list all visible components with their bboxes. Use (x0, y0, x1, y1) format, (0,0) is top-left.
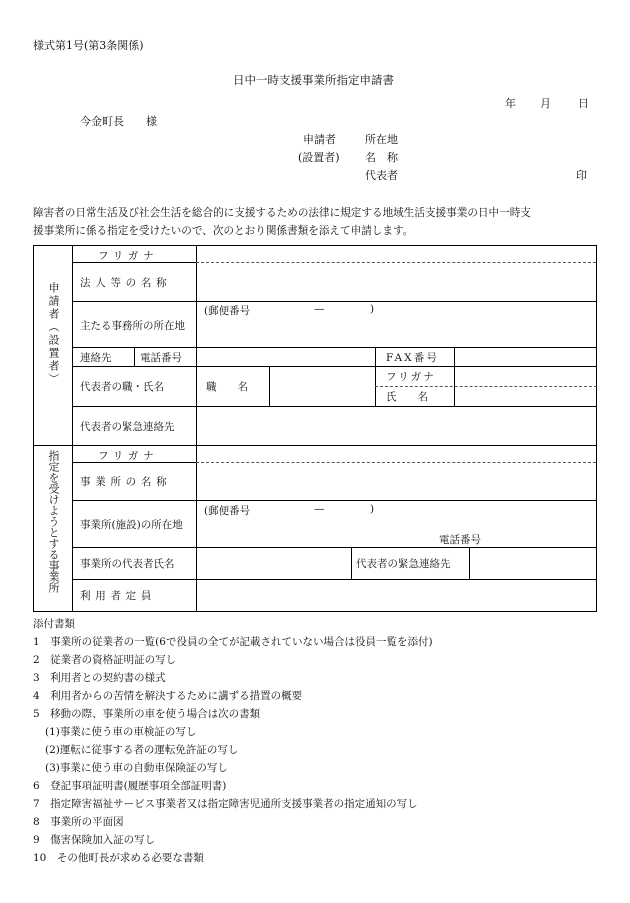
fax-label: FAX番号 (386, 352, 439, 364)
postal-dash: — (314, 303, 325, 315)
facility-postal-close: ) (370, 503, 375, 515)
attachment-item: 3 利用者との契約書の様式 (33, 672, 166, 684)
facility-furigana-label: フリガナ (98, 450, 159, 462)
facility-rep-value-divider (469, 547, 470, 579)
corp-name-label: 法人等の名称 (80, 277, 172, 289)
facility-furigana-dashed-line (196, 462, 596, 463)
rep-furigana-dashed-line (375, 386, 597, 387)
addressee: 今金町長 様 (80, 115, 157, 128)
attachment-item: 6 登記事項証明書(履歴事項全部証明書) (33, 780, 227, 792)
main-office-address-label: 主たる事務所の所在地 (80, 320, 185, 332)
attachment-item: 7 指定障害福祉サービス事業者又は指定障害児通所支援事業者の指定通知の写し (33, 798, 418, 810)
capacity-label: 利用者定員 (80, 590, 157, 602)
row-line (72, 301, 597, 302)
attachment-subitem: (1)事業に使う車の車検証の写し (45, 726, 197, 738)
attachment-subitem: (3)事業に使う車の自動車保険証の写し (45, 762, 228, 774)
body-text-line2: 援事業所に係る指定を受けたいので、次のとおり関係書類を添えて申請します。 (33, 225, 414, 237)
facility-address-label: 事業所(施設)の所在地 (80, 519, 183, 531)
fax-value-divider (454, 347, 455, 406)
section-divider (34, 445, 597, 446)
furigana-label: フリガナ (98, 250, 159, 262)
row-line (72, 366, 597, 367)
attachment-item: 4 利用者からの苦情を解決するために講ずる措置の概要 (33, 690, 303, 702)
facility-postal-dash: — (314, 503, 325, 515)
representative-label: 代表者 (365, 169, 398, 182)
facility-phone-label: 電話番号 (439, 534, 481, 546)
date-day: 日 (578, 97, 589, 110)
attachment-item: 2 従業者の資格証明証の写し (33, 654, 177, 666)
body-text-line1: 障害者の日常生活及び社会生活を総合的に支援するための法律に規定する地域生活支援事業の日中一時支 (33, 207, 531, 219)
postal-code-label: (郵便番号 (204, 305, 251, 317)
attachment-item: 10 その他町長が求める必要な書類 (33, 852, 204, 864)
installer-label: (設置者) (298, 151, 340, 164)
name-label: 名 称 (365, 151, 398, 164)
phone-label: 電話番号 (140, 352, 182, 364)
facility-side-label: 指定を受けようとする事業所 (47, 450, 60, 593)
fax-divider (375, 347, 376, 406)
applicant-side-label: 申請者（設置者） (47, 282, 60, 386)
rep-name-label: 氏 名 (386, 391, 428, 403)
address-label: 所在地 (365, 133, 398, 146)
postal-close: ) (370, 303, 375, 315)
contact-label: 連絡先 (80, 352, 112, 364)
attachment-item: 9 傷害保険加入証の写し (33, 834, 156, 846)
facility-rep-name-label: 事業所の代表者氏名 (80, 558, 175, 570)
attachment-item: 1 事業所の従業者の一覧(6で役員の全てが記載されていない場合は役員一覧を添付) (33, 636, 433, 648)
row-line (72, 579, 597, 580)
date-month: 月 (540, 97, 551, 110)
facility-name-label: 事業所の名称 (80, 476, 172, 488)
facility-postal-label: (郵便番号 (204, 505, 251, 517)
furigana-dashed-line (196, 262, 596, 263)
contact-divider (134, 347, 135, 366)
form-number: 様式第1号(第3条関係) (33, 39, 144, 52)
attachment-subitem: (2)運転に従事する者の運転免許証の写し (45, 744, 239, 756)
attachments-heading: 添付書類 (33, 618, 75, 630)
application-form-table (33, 245, 597, 612)
position-divider (269, 366, 270, 406)
rep-title-name-label: 代表者の職・氏名 (80, 381, 164, 393)
row-line (72, 547, 597, 548)
row-line (72, 500, 597, 501)
facility-rep-divider (351, 547, 352, 579)
attachment-item: 8 事業所の平面図 (33, 816, 124, 828)
row-line (72, 347, 597, 348)
rep-furigana-label: フリガナ (386, 371, 436, 383)
applicant-label: 申請者 (303, 133, 336, 146)
seal-mark: 印 (576, 169, 587, 182)
position-label: 職 名 (206, 381, 248, 393)
facility-rep-emergency-label: 代表者の緊急連絡先 (356, 558, 451, 570)
row-line (72, 406, 597, 407)
emergency-contact-label: 代表者の緊急連絡先 (80, 421, 175, 433)
attachment-item: 5 移動の際、事業所の車を使う場合は次の書類 (33, 708, 261, 720)
date-year: 年 (505, 97, 516, 110)
form-title: 日中一時支援事業所指定申請書 (233, 73, 394, 87)
